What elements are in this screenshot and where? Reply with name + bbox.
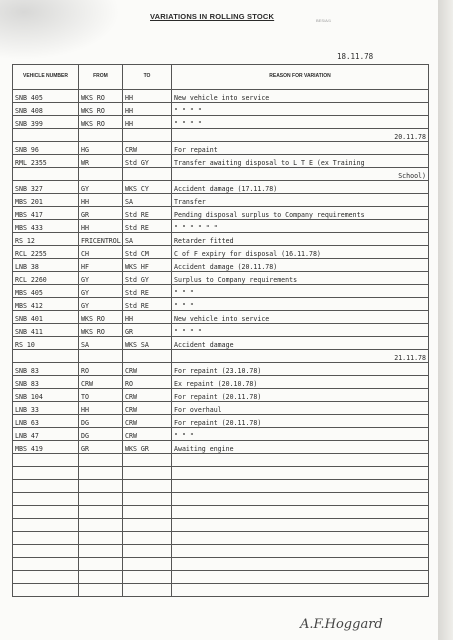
- cell-reason: " " " ": [172, 103, 429, 116]
- blank-row: [13, 571, 429, 584]
- cell-reason: Accident damage (17.11.78): [172, 181, 429, 194]
- blank-row: [13, 558, 429, 571]
- blank-cell: [79, 558, 123, 571]
- table-row: [13, 207, 429, 220]
- blank-row: [13, 467, 429, 480]
- table-row: [13, 415, 429, 428]
- top-date: 18.11.78: [337, 52, 374, 61]
- cell-from: HG: [79, 142, 123, 155]
- table-row: [13, 441, 429, 454]
- blank-cell: [172, 493, 429, 506]
- cell-from: CH: [79, 246, 123, 259]
- cell-vehicle: [13, 168, 79, 181]
- blank-cell: [13, 571, 79, 584]
- cell-to: CRW: [123, 428, 172, 441]
- cell-from: HH: [79, 220, 123, 233]
- table-row: [13, 298, 429, 311]
- cell-from: WKS RO: [79, 324, 123, 337]
- blank-cell: [13, 454, 79, 467]
- cell-from: WKS RO: [79, 116, 123, 129]
- table-row: [13, 337, 429, 350]
- column-header-to: TO: [123, 65, 172, 90]
- cell-reason: " " ": [172, 298, 429, 311]
- blank-cell: [172, 519, 429, 532]
- cell-from: DG: [79, 415, 123, 428]
- cell-vehicle: RML 2355: [13, 155, 79, 168]
- cell-to: Std RE: [123, 285, 172, 298]
- cell-from: WKS RO: [79, 90, 123, 103]
- cell-to: Std RE: [123, 207, 172, 220]
- blank-row: [13, 545, 429, 558]
- cell-to: [123, 129, 172, 142]
- table-row: [13, 389, 429, 402]
- cell-reason: " " " " " ": [172, 220, 429, 233]
- cell-reason: " " " ": [172, 116, 429, 129]
- blank-cell: [79, 519, 123, 532]
- blank-cell: [13, 506, 79, 519]
- table-row: [13, 363, 429, 376]
- table-row: [13, 272, 429, 285]
- blank-cell: [79, 584, 123, 597]
- blank-cell: [123, 480, 172, 493]
- cell-to: HH: [123, 90, 172, 103]
- blank-cell: [123, 493, 172, 506]
- blank-cell: [172, 532, 429, 545]
- blank-cell: [13, 480, 79, 493]
- blank-cell: [123, 454, 172, 467]
- blank-cell: [79, 506, 123, 519]
- table-row: [13, 285, 429, 298]
- table-row: [13, 116, 429, 129]
- cell-reason: C of F expiry for disposal (16.11.78): [172, 246, 429, 259]
- cell-from: WR: [79, 155, 123, 168]
- cell-reason: Transfer awaiting disposal to L T E (ex Training: [172, 155, 429, 168]
- table-row: [13, 246, 429, 259]
- table-row: [13, 259, 429, 272]
- cell-vehicle: RS 12: [13, 233, 79, 246]
- cell-reason: Accident damage (20.11.78): [172, 259, 429, 272]
- cell-to: WKS GR: [123, 441, 172, 454]
- cell-to: WKS CY: [123, 181, 172, 194]
- blank-cell: [79, 545, 123, 558]
- cell-reason: Transfer: [172, 194, 429, 207]
- cell-reason: New vehicle into service: [172, 311, 429, 324]
- cell-vehicle: [13, 129, 79, 142]
- cell-vehicle: SNB 83: [13, 363, 79, 376]
- table-row: [13, 181, 429, 194]
- cell-vehicle: SNB 327: [13, 181, 79, 194]
- cell-vehicle: RS 10: [13, 337, 79, 350]
- table-body: [13, 90, 429, 597]
- blank-cell: [123, 467, 172, 480]
- cell-reason: For repaint (23.10.78): [172, 363, 429, 376]
- document-reference: BES/A/1: [316, 18, 332, 23]
- blank-cell: [13, 558, 79, 571]
- blank-cell: [123, 545, 172, 558]
- cell-from: RO: [79, 363, 123, 376]
- blank-cell: [79, 454, 123, 467]
- blank-row: [13, 493, 429, 506]
- cell-to: Std CM: [123, 246, 172, 259]
- cell-from: WKS RO: [79, 103, 123, 116]
- cell-to: Std GY: [123, 272, 172, 285]
- blank-cell: [172, 545, 429, 558]
- blank-row: [13, 480, 429, 493]
- blank-cell: [79, 493, 123, 506]
- cell-vehicle: LNB 47: [13, 428, 79, 441]
- cell-reason: " " " ": [172, 324, 429, 337]
- table-row: [13, 168, 429, 181]
- blank-cell: [123, 519, 172, 532]
- scan-smudge: [0, 0, 120, 60]
- cell-from: GR: [79, 207, 123, 220]
- cell-to: CRW: [123, 363, 172, 376]
- table-row: [13, 194, 429, 207]
- table-row: [13, 155, 429, 168]
- cell-reason: Ex repaint (20.10.78): [172, 376, 429, 389]
- rolling-stock-table: [12, 64, 429, 597]
- table-row: [13, 233, 429, 246]
- cell-from: GR: [79, 441, 123, 454]
- cell-to: SA: [123, 194, 172, 207]
- blank-cell: [13, 519, 79, 532]
- cell-from: HH: [79, 194, 123, 207]
- blank-cell: [123, 532, 172, 545]
- cell-from: CRW: [79, 376, 123, 389]
- cell-vehicle: RCL 2260: [13, 272, 79, 285]
- cell-from: GY: [79, 272, 123, 285]
- blank-cell: [123, 584, 172, 597]
- cell-vehicle: SNB 401: [13, 311, 79, 324]
- cell-vehicle: RCL 2255: [13, 246, 79, 259]
- cell-reason: For repaint (20.11.78): [172, 389, 429, 402]
- cell-reason: For repaint (20.11.78): [172, 415, 429, 428]
- cell-from: WKS RO: [79, 311, 123, 324]
- cell-vehicle: SNB 411: [13, 324, 79, 337]
- cell-vehicle: MBS 419: [13, 441, 79, 454]
- blank-cell: [13, 493, 79, 506]
- cell-vehicle: MBS 201: [13, 194, 79, 207]
- table-row: [13, 220, 429, 233]
- blank-row: [13, 519, 429, 532]
- page-edge-shadow: [438, 0, 453, 640]
- cell-vehicle: LNB 38: [13, 259, 79, 272]
- cell-reason: " " ": [172, 285, 429, 298]
- table-row: [13, 350, 429, 363]
- blank-cell: [172, 506, 429, 519]
- cell-from: GY: [79, 181, 123, 194]
- cell-to: CRW: [123, 415, 172, 428]
- table-row: [13, 376, 429, 389]
- cell-to: SA: [123, 233, 172, 246]
- cell-from: [79, 168, 123, 181]
- cell-vehicle: LNB 63: [13, 415, 79, 428]
- cell-vehicle: MBS 405: [13, 285, 79, 298]
- cell-to: [123, 168, 172, 181]
- cell-vehicle: SNB 96: [13, 142, 79, 155]
- cell-from: HF: [79, 259, 123, 272]
- cell-reason: For repaint: [172, 142, 429, 155]
- cell-to: RO: [123, 376, 172, 389]
- cell-from: DG: [79, 428, 123, 441]
- cell-from: TO: [79, 389, 123, 402]
- cell-vehicle: MBS 417: [13, 207, 79, 220]
- blank-cell: [172, 467, 429, 480]
- blank-cell: [123, 558, 172, 571]
- cell-reason: Awaiting engine: [172, 441, 429, 454]
- cell-from: HH: [79, 402, 123, 415]
- table-row: [13, 90, 429, 103]
- cell-vehicle: MBS 433: [13, 220, 79, 233]
- cell-reason: Accident damage: [172, 337, 429, 350]
- column-header-vehicle: VEHICLE NUMBER: [13, 65, 79, 90]
- blank-cell: [79, 467, 123, 480]
- column-header-reason: REASON FOR VARIATION: [172, 65, 429, 90]
- table-row: [13, 324, 429, 337]
- cell-to: CRW: [123, 402, 172, 415]
- cell-from: [79, 350, 123, 363]
- cell-reason: Pending disposal surplus to Company requirements: [172, 207, 429, 220]
- cell-vehicle: MBS 412: [13, 298, 79, 311]
- blank-cell: [13, 584, 79, 597]
- blank-row: [13, 506, 429, 519]
- blank-cell: [79, 571, 123, 584]
- cell-vehicle: SNB 405: [13, 90, 79, 103]
- table-row: [13, 402, 429, 415]
- cell-reason: 21.11.78: [172, 350, 429, 363]
- blank-cell: [13, 545, 79, 558]
- blank-cell: [13, 532, 79, 545]
- column-header-from: FROM: [79, 65, 123, 90]
- table-header-row: [13, 65, 429, 90]
- cell-vehicle: SNB 104: [13, 389, 79, 402]
- blank-cell: [123, 571, 172, 584]
- blank-row: [13, 454, 429, 467]
- cell-reason: 20.11.78: [172, 129, 429, 142]
- cell-vehicle: SNB 399: [13, 116, 79, 129]
- cell-from: SA: [79, 337, 123, 350]
- cell-from: GY: [79, 298, 123, 311]
- cell-reason: School): [172, 168, 429, 181]
- cell-reason: New vehicle into service: [172, 90, 429, 103]
- cell-reason: Surplus to Company requirements: [172, 272, 429, 285]
- cell-to: Std RE: [123, 298, 172, 311]
- blank-row: [13, 532, 429, 545]
- cell-vehicle: [13, 350, 79, 363]
- cell-vehicle: SNB 83: [13, 376, 79, 389]
- blank-cell: [172, 571, 429, 584]
- table-row: [13, 103, 429, 116]
- cell-to: Std GY: [123, 155, 172, 168]
- blank-cell: [172, 480, 429, 493]
- table-row: [13, 129, 429, 142]
- cell-reason: " " ": [172, 428, 429, 441]
- cell-to: Std RE: [123, 220, 172, 233]
- cell-to: HH: [123, 116, 172, 129]
- cell-from: [79, 129, 123, 142]
- cell-from: GY: [79, 285, 123, 298]
- blank-row: [13, 584, 429, 597]
- cell-reason: Retarder fitted: [172, 233, 429, 246]
- cell-vehicle: LNB 33: [13, 402, 79, 415]
- cell-to: WKS HF: [123, 259, 172, 272]
- cell-to: CRW: [123, 142, 172, 155]
- cell-to: [123, 350, 172, 363]
- signature: A.F.Hoggard: [300, 617, 383, 632]
- table-row: [13, 311, 429, 324]
- blank-cell: [172, 584, 429, 597]
- blank-cell: [172, 558, 429, 571]
- blank-cell: [13, 467, 79, 480]
- blank-cell: [172, 454, 429, 467]
- cell-to: CRW: [123, 389, 172, 402]
- blank-cell: [79, 532, 123, 545]
- cell-to: HH: [123, 311, 172, 324]
- blank-cell: [79, 480, 123, 493]
- table-row: [13, 428, 429, 441]
- document-title: VARIATIONS IN ROLLING STOCK: [150, 12, 275, 21]
- cell-reason: For overhaul: [172, 402, 429, 415]
- cell-to: GR: [123, 324, 172, 337]
- cell-to: WKS SA: [123, 337, 172, 350]
- cell-from: FRICENTROL: [79, 233, 123, 246]
- table-row: [13, 142, 429, 155]
- cell-to: HH: [123, 103, 172, 116]
- blank-cell: [123, 506, 172, 519]
- cell-vehicle: SNB 408: [13, 103, 79, 116]
